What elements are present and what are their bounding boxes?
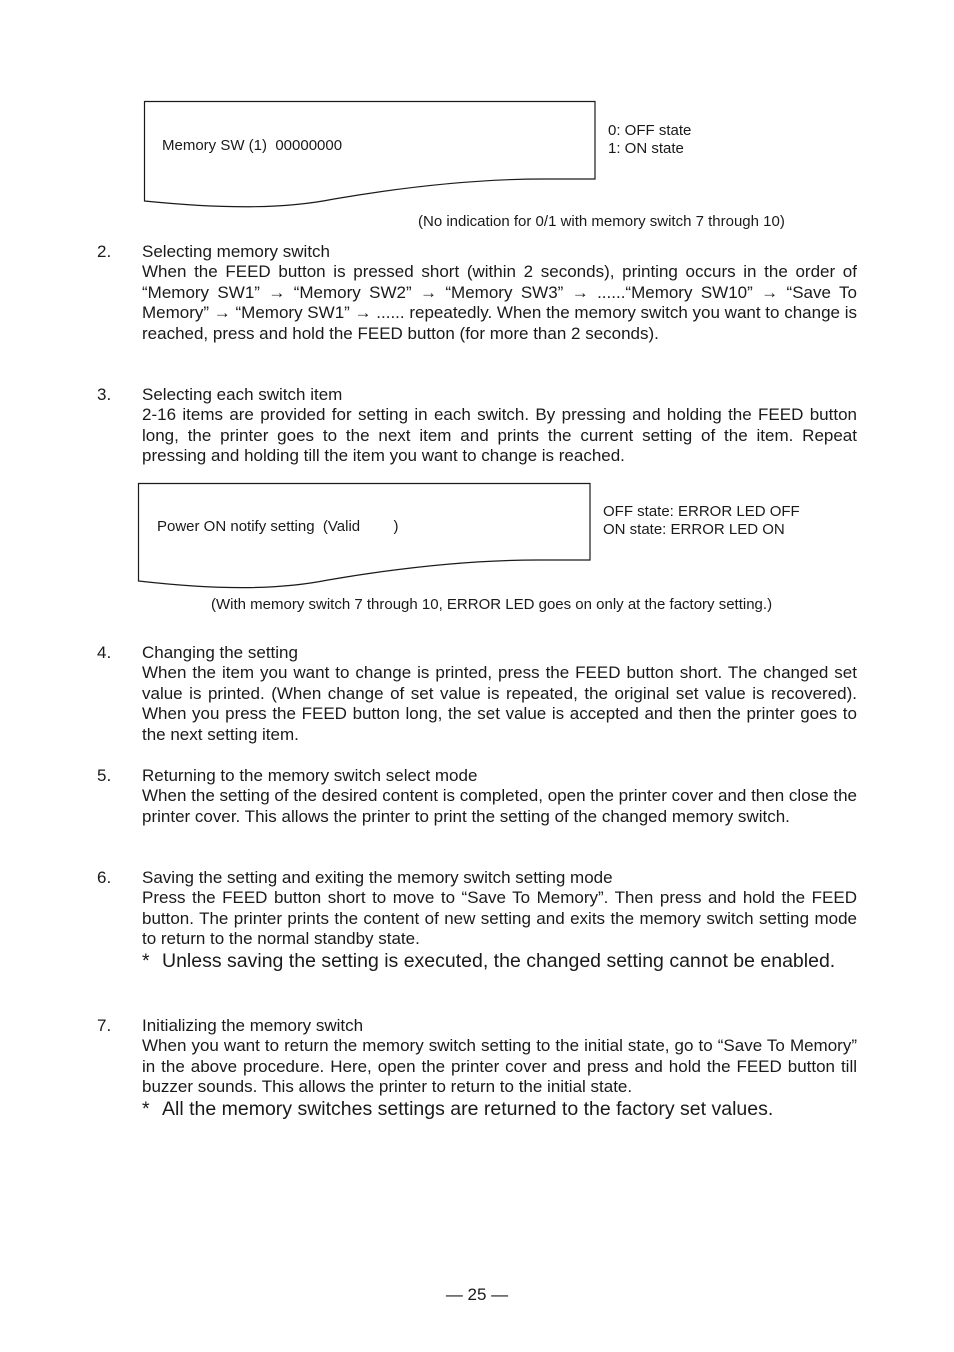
step-number: 3.	[97, 385, 112, 404]
receipt-outline	[138, 483, 591, 591]
step-title: Saving the setting and exiting the memory switch setting mode	[142, 868, 613, 887]
step-number: 5.	[97, 766, 112, 785]
receipt-outline	[144, 101, 596, 209]
receipt-note: (No indication for 0/1 with memory switch 7 through 10)	[418, 213, 785, 230]
receipt-note: (With memory switch 7 through 10, ERROR LED goes on only at the factory setting.)	[211, 596, 773, 613]
step-note	[142, 1098, 857, 1121]
asterisk-icon: *	[142, 1097, 150, 1120]
step-number: 2.	[97, 242, 112, 261]
receipt-text: Power ON notify setting (Valid )	[157, 518, 399, 535]
step-body	[142, 766, 857, 827]
step-note	[142, 950, 857, 973]
legend-line: OFF state: ERROR LED OFF	[603, 503, 800, 520]
step-title: Returning to the memory switch select mode	[142, 766, 478, 785]
step-text: When the setting of the desired content is completed, open the printer cover and then close the printer cover. This allows the printer to print the setting of the changed memory switch.	[142, 786, 857, 826]
receipt-legend	[608, 122, 691, 158]
step-body	[142, 1016, 857, 1121]
receipt-legend	[603, 503, 800, 539]
step-text: Press the FEED button short to move to “Save To Memory”. Then press and hold the FEED button. The printer prints the content of new setting and exits the memory switch setting mode to return to the normal standby state.	[142, 888, 857, 949]
step-body	[142, 242, 857, 344]
step-title: Selecting memory switch	[142, 242, 331, 261]
legend-line: 0: OFF state	[608, 122, 692, 139]
step-text: 2-16 items are provided for setting in each switch. By pressing and holding the FEED button long, the printer goes to the next item and prints the current setting of the item. Repeat pressing and holding till the item you want to change is reached.	[142, 405, 857, 466]
step-text: When the FEED button is pressed short (within 2 seconds), printing occurs in the order of “Memory SW1” → “Memory SW2” → “Memory SW3” → ......“Memory SW10” → “Save To Memory” → “Memory SW1” → ...... repeatedly. When the memory switch you want to change is reached, press and hold the FEED button (for more than 2 seconds).	[142, 262, 857, 343]
receipt-sample-memory-sw	[144, 101, 596, 209]
step-title: Changing the setting	[142, 643, 298, 662]
step-body	[142, 385, 857, 467]
step-text: When you want to return the memory switch setting to the initial state, go to “Save To Memory” in the above procedure. Here, open the printer cover and press and hold the FEED button till buzzer sounds. This allows the printer to return to the initial state.	[142, 1036, 857, 1097]
page-number: — 25 —	[445, 1285, 509, 1304]
step-note-text: All the memory switches settings are returned to the factory set values.	[162, 1097, 774, 1120]
step-title: Initializing the memory switch	[142, 1016, 364, 1035]
legend-line: 1: ON state	[608, 140, 684, 157]
step-title: Selecting each switch item	[142, 385, 343, 404]
legend-line: ON state: ERROR LED ON	[603, 521, 785, 538]
receipt-sample-power-on	[138, 483, 591, 591]
asterisk-icon: *	[142, 949, 150, 972]
step-number: 4.	[97, 643, 112, 662]
receipt-text: Memory SW (1) 00000000	[162, 137, 343, 154]
step-body	[142, 643, 857, 745]
step-number: 6.	[97, 868, 112, 887]
step-body	[142, 868, 857, 973]
step-note-text: Unless saving the setting is executed, the changed setting cannot be enabled.	[162, 949, 836, 972]
step-text: When the item you want to change is printed, press the FEED button short. The changed set value is printed. (When change of set value is repeated, the original set value is recovered). When you press the FEED button long, the set value is accepted and then the printer goes to the next setting item.	[142, 663, 857, 744]
step-number: 7.	[97, 1016, 112, 1035]
